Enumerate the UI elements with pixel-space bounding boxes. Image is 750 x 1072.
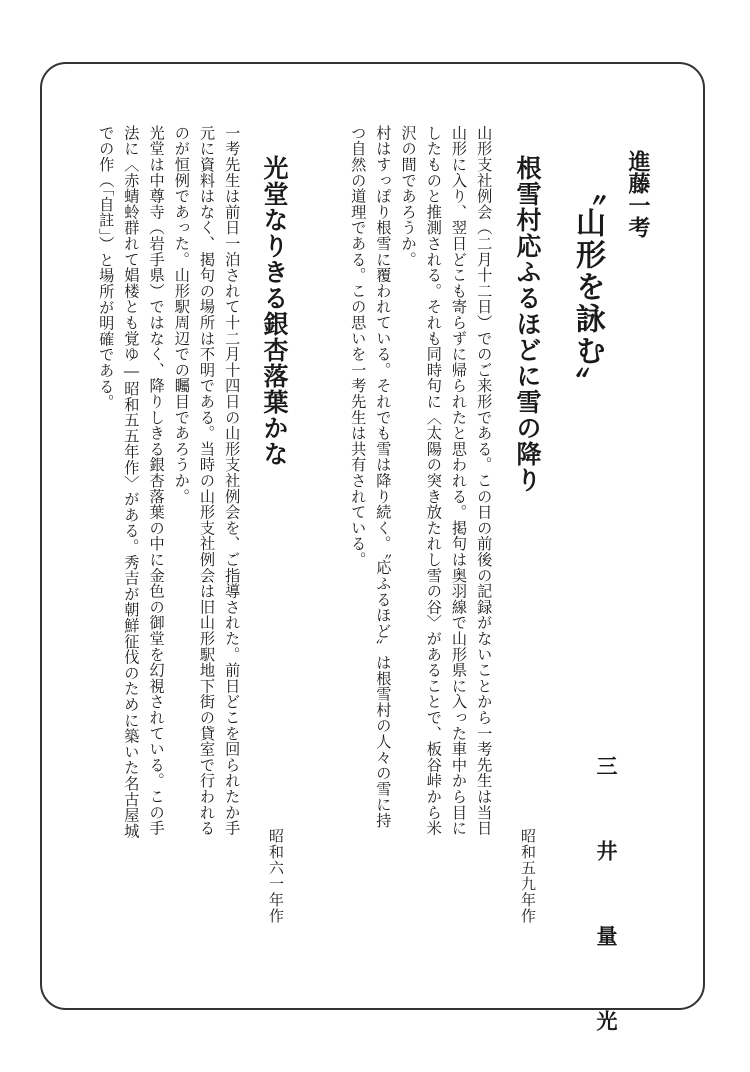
commentary-1-line: 山形支社例会（二月十二日）でのご来形である。この日の前後の記録がないことから一考先生は当日 bbox=[475, 125, 494, 836]
commentary-2-line: のが恒例であった。山形駅周辺での矚目であろうか。 bbox=[172, 125, 191, 505]
commentary-1-line: つ自然の道理である。この思いを一考先生は共有されている。 bbox=[349, 125, 368, 568]
series-author: 進藤一考 bbox=[625, 150, 650, 238]
commentary-1-line: 村はすっぽり根雪に覆われている。それでも雪は降り続く。〝応ふるほど〟は根雪村の人々の雪に持 bbox=[374, 125, 393, 829]
haiku-1: 根雪村応ふるほどに雪の降り bbox=[513, 155, 542, 493]
commentary-2-line: 法に〈赤蜻蛉群れて娼楼とも覚ゆ―昭和五五年作〉がある。秀吉が朝鮮征伐のために築いた名古屋城 bbox=[122, 125, 141, 839]
commentary-1-line: したものと推測される。それも同時句に〈太陽の突き放たれし雪の谷〉があることで、板谷峠から米 bbox=[424, 125, 443, 836]
commentary-2-line: での作（「自註」）と場所が明確である。 bbox=[97, 125, 116, 410]
commentary-1-line: 沢の間であろうか。 bbox=[399, 125, 418, 268]
commentary-2 bbox=[88, 125, 242, 965]
haiku-2: 光堂なりきる銀杏落葉かな bbox=[260, 155, 289, 467]
commentary-2-line: 元に資料はなく、掲句の場所は不明である。当時の山形支社例会は旧山形駅地下街の貸室で行われる bbox=[198, 125, 217, 836]
commentary-2-line: 一考先生は前日一泊されて十二月十四日の山形支社例会を、ご指導された。前日どこを回られたか手 bbox=[223, 125, 242, 836]
haiku-1-year: 昭和五九年作 bbox=[519, 828, 537, 924]
commentary-2-line: 光堂は中尊寺（岩手県）ではなく、降りしきる銀杏落葉の中に金色の御堂を幻視されている。この手 bbox=[147, 125, 166, 836]
commentary-1 bbox=[340, 125, 494, 965]
essay-author: 三 井 量 光 bbox=[594, 755, 618, 1051]
haiku-2-year: 昭和六一年作 bbox=[267, 828, 285, 924]
page-title: 〝山形を詠む〟 bbox=[570, 175, 605, 399]
commentary-1-line: 山形に入り、翌日どこも寄らずに帰られたと思われる。掲句は奥羽線で山形県に入った車中から目に bbox=[450, 125, 469, 836]
